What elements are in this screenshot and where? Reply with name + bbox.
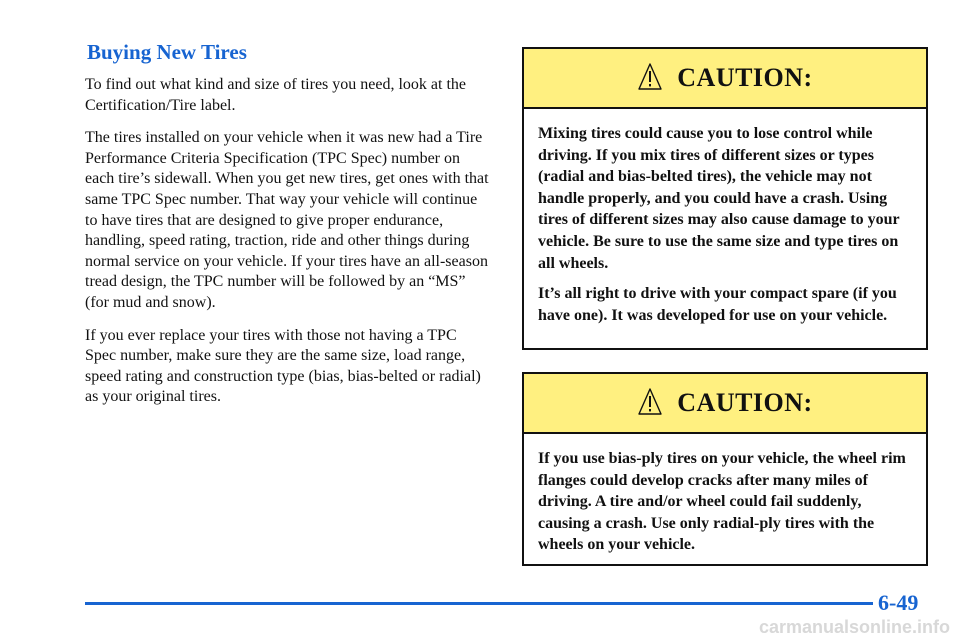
caution-title: CAUTION:: [677, 388, 813, 417]
caution-header: [524, 374, 926, 434]
paragraph-tpc-spec: The tires installed on your vehicle when it was new had a Tire Performance Criteria Specification (TPC Spec) number on each tire’s sidewall. When you get new tires, get ones with that same TPC Spec number. That way your vehicle will continue to have tires that are designed to give proper endurance, handling, speed rating, traction, ride and other things during normal service on your vehicle. If your tires have an all‑season tread design, the TPC number will be followed by an “MS” (for mud and snow).: [85, 129, 489, 311]
warning-triangle-icon: [637, 62, 663, 92]
caution-text: It’s all right to drive with your compact spare (if you have one). It was developed for use on your vehicle.: [538, 285, 897, 324]
paragraph-replace: If you ever replace your tires with those not having a TPC Spec number, make sure they are the same size, load range, speed rating and construction type (bias, bias‑belted or radial) as your original tires.: [85, 326, 481, 406]
page-number: 6-49: [878, 590, 919, 615]
caution-body: [524, 434, 926, 556]
caution-text: If you use bias‑ply tires on your vehicle, the wheel rim flanges could develop cracks after many miles of driving. A tire and/or wheel could fail suddenly, causing a crash. Use only radial‑ply tires with the wheels on your vehicle.: [538, 450, 906, 554]
main-column: [85, 40, 490, 420]
footer-rule: [85, 602, 873, 605]
caution-box-bias-ply: [522, 372, 928, 566]
caution-box-mixing-tires: [522, 47, 928, 350]
section-title: Buying New Tires: [87, 40, 247, 64]
caution-title: CAUTION:: [677, 63, 813, 92]
watermark: carmanualsonline.info: [758, 617, 950, 637]
caution-body: [524, 109, 926, 326]
warning-triangle-icon: [637, 387, 663, 417]
caution-text: Mixing tires could cause you to lose control while driving. If you mix tires of different sizes or types (radial and bias‑belted tires), the vehicle may not handle properly, and you could have a crash. Using tires of different sizes may also cause damage to your vehicle. Be sure to use the same size and type tires on all wheels.: [538, 125, 900, 272]
paragraph-intro: To find out what kind and size of tires you need, look at the Certification/Tire label.: [85, 76, 467, 114]
caution-header: [524, 49, 926, 109]
